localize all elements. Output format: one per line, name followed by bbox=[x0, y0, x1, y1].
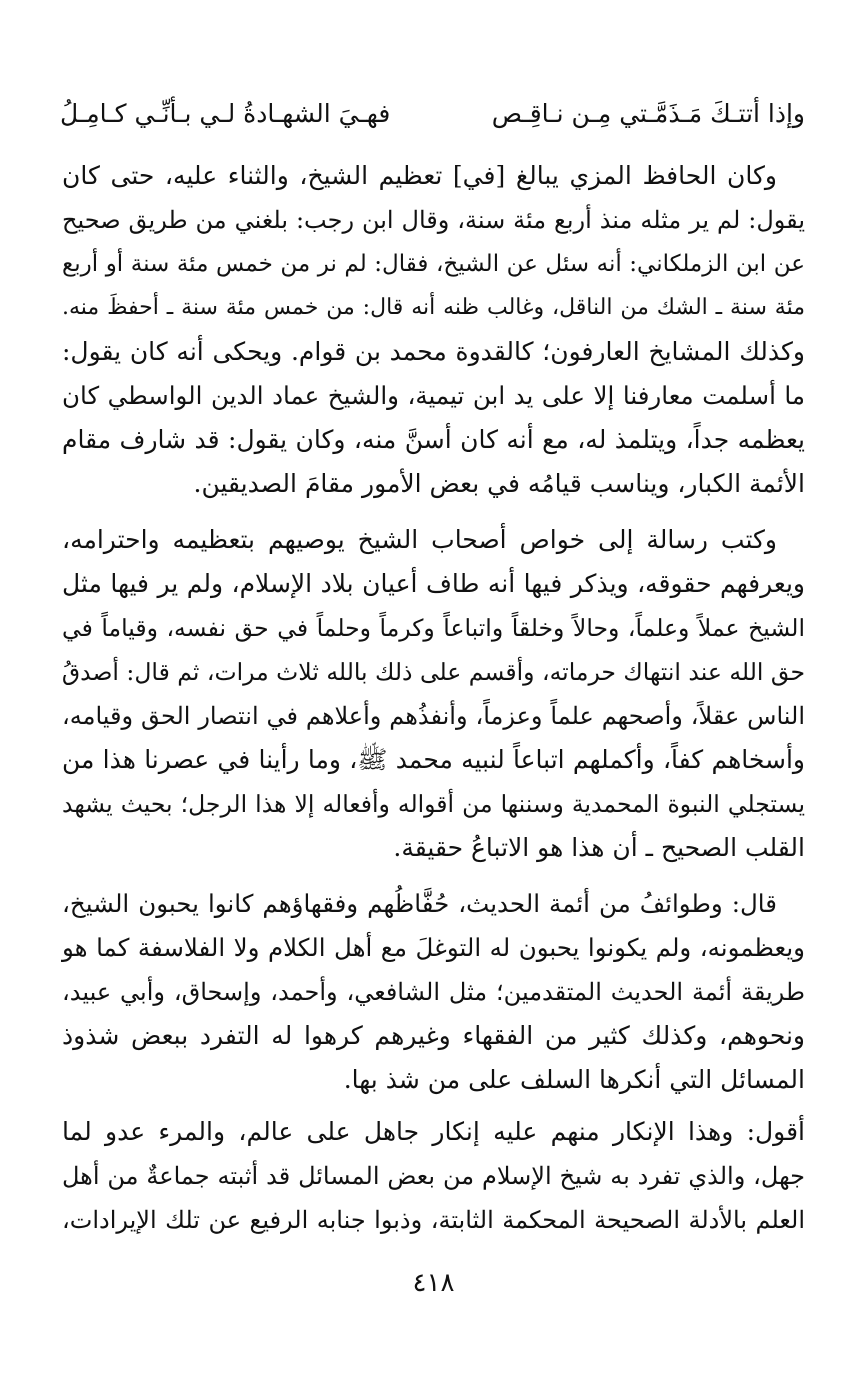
text-line: ويعظمونه، ولم يكونوا يحبون له التوغلَ مع أهل الكلام ولا الفلاسفة كما هو bbox=[62, 933, 805, 962]
text-line: قال: وطوائفُ من أئمة الحديث، حُفَّاظُهم وفقهاؤهم كانوا يحبون الشيخ، bbox=[62, 889, 777, 918]
verse-first-hemistich: وإذا أتتـكَ مَـذَمَّـتي مِـن نـاقِـص bbox=[491, 99, 805, 128]
paragraph bbox=[62, 154, 805, 506]
text-line: وكان الحافظ المزي يبالغ [في] تعظيم الشيخ، والثناء عليه، حتى كان bbox=[62, 161, 777, 190]
text-line: وأسخاهم كفاً، وأكملهم اتباعاً لنبيه محمد ﷺ، وما رأينا في عصرنا هذا من bbox=[62, 745, 805, 774]
text-line: مئة سنة ـ الشك من الناقل، وغالب ظنه أنه قال: من خمس مئة سنة ـ أحفظَ منه. bbox=[62, 295, 805, 320]
text-line: أقول: وهذا الإنكار منهم عليه إنكار جاهل على عالم، والمرء عدو لما bbox=[62, 1117, 805, 1146]
text-line: ويعرفهم حقوقه، ويذكر فيها أنه طاف أعيان بلاد الإسلام، ولم ير فيها مثل bbox=[62, 569, 805, 598]
paragraph bbox=[62, 1110, 805, 1242]
text-line: العلم بالأدلة الصحيحة المحكمة الثابتة، وذبوا جنابه الرفيع عن تلك الإيرادات، bbox=[62, 1206, 805, 1234]
text-line: القلب الصحيح ـ أن هذا هو الاتباعُ حقيقة. bbox=[393, 833, 805, 862]
text-line: وكذلك المشايخ العارفون؛ كالقدوة محمد بن قوام. ويحكى أنه كان يقول: bbox=[62, 337, 805, 366]
text-line: يعظمه جداً، ويتلمذ له، مع أنه كان أسنَّ منه، وكان يقول: قد شارف مقام bbox=[62, 425, 805, 454]
text-line: الشيخ عملاً وعلماً، وحالاً وخلقاً واتباعاً وكرماً وحلماً في حق نفسه، وقياماً في bbox=[62, 614, 805, 642]
text-line: وكتب رسالة إلى خواص أصحاب الشيخ يوصيهم بتعظيمه واحترامه، bbox=[62, 525, 777, 554]
paragraph bbox=[62, 518, 805, 870]
verse-second-hemistich: فهـيَ الشهـادةُ لـي بـأنِّـي كـامِـلُ bbox=[60, 99, 391, 128]
paragraph bbox=[62, 882, 805, 1102]
text-line: ما أسلمت معارفنا إلا على يد ابن تيمية، والشيخ عماد الدين الواسطي كان bbox=[62, 381, 805, 410]
text-line: يستجلي النبوة المحمدية وسننها من أقواله وأفعاله إلا هذا الرجل؛ بحيث يشهد bbox=[62, 790, 805, 818]
text-line: عن ابن الزملكاني: أنه سئل عن الشيخ، فقال: لم نر من خمس مئة سنة أو أربع bbox=[62, 251, 805, 277]
text-line: المسائل التي أنكرها السلف على من شذ بها. bbox=[343, 1065, 805, 1094]
poetry-verse bbox=[60, 92, 805, 136]
text-line: جهل، والذي تفرد به شيخ الإسلام من بعض المسائل قد أثبته جماعةٌ من أهل bbox=[62, 1162, 805, 1190]
text-line: طريقة أئمة الحديث المتقدمين؛ مثل الشافعي، وأحمد، وإسحاق، وأبي عبيد، bbox=[62, 978, 805, 1006]
text-line: الأئمة الكبار، ويناسب قيامُه في بعض الأمور مقامَ الصديقين. bbox=[193, 469, 805, 498]
text-line: حق الله عند انتهاك حرماته، وأقسم على ذلك بالله ثلاث مرات، ثم قال: أصدقُ bbox=[61, 658, 805, 686]
page-number: ٤١٨ bbox=[412, 1268, 455, 1298]
text-line: ونحوهم، وكذلك كثير من الفقهاء وغيرهم كرهوا له التفرد ببعض شذوذ bbox=[62, 1021, 805, 1050]
text-line: يقول: لم ير مثله منذ أربع مئة سنة، وقال ابن رجب: بلغني من طريق صحيح bbox=[62, 206, 805, 234]
text-line: الناس عقلاً، وأصحهم علماً وعزماً، وأنفذُهم وأعلاهم في انتصار الحق وقيامه، bbox=[62, 702, 805, 730]
